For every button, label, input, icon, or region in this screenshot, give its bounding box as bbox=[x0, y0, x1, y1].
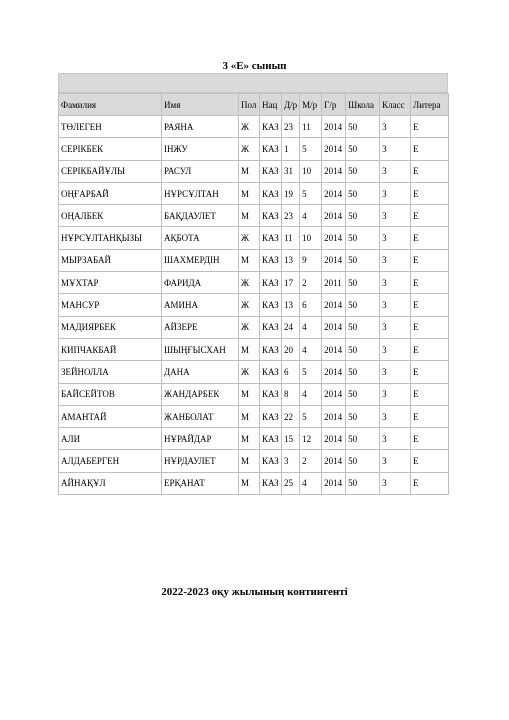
table-cell: М bbox=[239, 450, 260, 472]
table-row bbox=[59, 405, 449, 427]
table-cell: КИПЧАКБАЙ bbox=[59, 338, 162, 360]
table-cell: КАЗ bbox=[260, 272, 282, 294]
column-header: Фамилия bbox=[59, 94, 162, 116]
table-cell: ЖАНБОЛАТ bbox=[162, 405, 239, 427]
table-row bbox=[59, 428, 449, 450]
table-cell: БАЙСЕЙТОВ bbox=[59, 383, 162, 405]
table-cell: М bbox=[239, 160, 260, 182]
table-cell: АМАНТАЙ bbox=[59, 405, 162, 427]
table-cell: 4 bbox=[300, 338, 322, 360]
table-cell: ШАХМЕРДІН bbox=[162, 249, 239, 271]
table-row bbox=[59, 472, 449, 494]
column-header: Д/р bbox=[282, 94, 300, 116]
table-cell: ОҢАЛБЕК bbox=[59, 205, 162, 227]
table-cell: СЕРІКБАЙҰЛЫ bbox=[59, 160, 162, 182]
table-row bbox=[59, 294, 449, 316]
table-row bbox=[59, 138, 449, 160]
table-cell: М bbox=[239, 472, 260, 494]
column-header: Пол bbox=[239, 94, 260, 116]
table-cell: 3 bbox=[380, 160, 411, 182]
table-cell: Е bbox=[411, 205, 449, 227]
table-cell: Е bbox=[411, 249, 449, 271]
table-cell: КАЗ bbox=[260, 205, 282, 227]
table-cell: ДАНА bbox=[162, 361, 239, 383]
page-title: 3 «Е» сынып bbox=[222, 60, 287, 72]
table-cell: АЛИ bbox=[59, 428, 162, 450]
table-cell: 1 bbox=[282, 138, 300, 160]
table-cell: 50 bbox=[346, 338, 380, 360]
table-cell: КАЗ bbox=[260, 405, 282, 427]
table-cell: 5 bbox=[300, 182, 322, 204]
column-header: Нац bbox=[260, 94, 282, 116]
table-cell: БАҚДАУЛЕТ bbox=[162, 205, 239, 227]
table-cell: 23 bbox=[282, 116, 300, 138]
table-cell: КАЗ bbox=[260, 338, 282, 360]
column-header: М/р bbox=[300, 94, 322, 116]
table-cell: АҚБОТА bbox=[162, 227, 239, 249]
table-cell: 50 bbox=[346, 361, 380, 383]
table-cell: 11 bbox=[300, 116, 322, 138]
table-cell: 50 bbox=[346, 205, 380, 227]
column-header: Литера bbox=[411, 94, 449, 116]
table-cell: 2014 bbox=[322, 205, 346, 227]
table-cell: 2014 bbox=[322, 383, 346, 405]
table-cell: 2014 bbox=[322, 428, 346, 450]
table-cell: 3 bbox=[380, 472, 411, 494]
table-cell: 2014 bbox=[322, 116, 346, 138]
student-table-container bbox=[58, 73, 449, 495]
column-header: Г/р bbox=[322, 94, 346, 116]
table-cell: 13 bbox=[282, 249, 300, 271]
table-cell: КАЗ bbox=[260, 428, 282, 450]
table-cell: 50 bbox=[346, 294, 380, 316]
table-cell: КАЗ bbox=[260, 249, 282, 271]
table-cell: СЕРІКБЕК bbox=[59, 138, 162, 160]
table-cell: 19 bbox=[282, 182, 300, 204]
table-cell: 3 bbox=[380, 227, 411, 249]
table-cell: М bbox=[239, 205, 260, 227]
table-cell: ЕРҚАНАТ bbox=[162, 472, 239, 494]
table-cell: Е bbox=[411, 272, 449, 294]
table-cell: 50 bbox=[346, 272, 380, 294]
table-cell: 4 bbox=[300, 205, 322, 227]
table-cell: 50 bbox=[346, 116, 380, 138]
table-cell: ІНЖУ bbox=[162, 138, 239, 160]
table-cell: М bbox=[239, 383, 260, 405]
table-cell: Е bbox=[411, 294, 449, 316]
table-cell: ОҢҒАРБАЙ bbox=[59, 182, 162, 204]
table-cell: 31 bbox=[282, 160, 300, 182]
table-cell: 2014 bbox=[322, 316, 346, 338]
table-cell: 5 bbox=[300, 361, 322, 383]
table-cell: АЛДАБЕРГЕН bbox=[59, 450, 162, 472]
table-cell: 2014 bbox=[322, 160, 346, 182]
table-row bbox=[59, 227, 449, 249]
table-cell: 3 bbox=[380, 205, 411, 227]
table-row bbox=[59, 361, 449, 383]
table-cell: НҰРАЙДАР bbox=[162, 428, 239, 450]
table-cell: 3 bbox=[380, 116, 411, 138]
table-cell: Ж bbox=[239, 138, 260, 160]
table-row bbox=[59, 205, 449, 227]
table-top-bar bbox=[58, 73, 448, 93]
table-cell: 2014 bbox=[322, 405, 346, 427]
table-cell: 50 bbox=[346, 450, 380, 472]
table-cell: 50 bbox=[346, 138, 380, 160]
table-cell: МЫРЗАБАЙ bbox=[59, 249, 162, 271]
table-cell: 15 bbox=[282, 428, 300, 450]
table-row bbox=[59, 249, 449, 271]
table-cell: НҰРСҰЛТАН bbox=[162, 182, 239, 204]
table-cell: 3 bbox=[380, 405, 411, 427]
table-cell: 50 bbox=[346, 160, 380, 182]
table-cell: РАЯНА bbox=[162, 116, 239, 138]
table-cell: М bbox=[239, 182, 260, 204]
table-cell: 9 bbox=[300, 249, 322, 271]
table-cell: 50 bbox=[346, 383, 380, 405]
column-header: Школа bbox=[346, 94, 380, 116]
table-cell: 3 bbox=[380, 338, 411, 360]
table-cell: Е bbox=[411, 182, 449, 204]
table-cell: 5 bbox=[300, 138, 322, 160]
table-row bbox=[59, 182, 449, 204]
table-cell: 8 bbox=[282, 383, 300, 405]
table-cell: Е bbox=[411, 450, 449, 472]
table-cell: МАНСУР bbox=[59, 294, 162, 316]
table-cell: МҰХТАР bbox=[59, 272, 162, 294]
table-cell: 3 bbox=[380, 450, 411, 472]
table-cell: 50 bbox=[346, 316, 380, 338]
table-cell: М bbox=[239, 338, 260, 360]
table-cell: ЖАНДАРБЕК bbox=[162, 383, 239, 405]
table-cell: 4 bbox=[300, 383, 322, 405]
table-cell: 12 bbox=[300, 428, 322, 450]
table-cell: 50 bbox=[346, 227, 380, 249]
table-cell: КАЗ bbox=[260, 361, 282, 383]
table-cell: 3 bbox=[380, 272, 411, 294]
table-cell: 3 bbox=[380, 249, 411, 271]
table-cell: РАСУЛ bbox=[162, 160, 239, 182]
table-cell: 2 bbox=[300, 450, 322, 472]
table-cell: М bbox=[239, 428, 260, 450]
table-cell: 11 bbox=[282, 227, 300, 249]
table-cell: 25 bbox=[282, 472, 300, 494]
table-row bbox=[59, 272, 449, 294]
table-cell: 20 bbox=[282, 338, 300, 360]
table-cell: Е bbox=[411, 116, 449, 138]
table-cell: 3 bbox=[380, 428, 411, 450]
student-table bbox=[58, 93, 449, 495]
table-cell: Ж bbox=[239, 272, 260, 294]
table-cell: 4 bbox=[300, 316, 322, 338]
table-cell: 22 bbox=[282, 405, 300, 427]
table-cell: 2014 bbox=[322, 450, 346, 472]
table-cell: 50 bbox=[346, 428, 380, 450]
table-cell: Е bbox=[411, 316, 449, 338]
table-cell: Е bbox=[411, 361, 449, 383]
table-row bbox=[59, 160, 449, 182]
table-cell: 3 bbox=[380, 383, 411, 405]
table-cell: КАЗ bbox=[260, 316, 282, 338]
table-cell: КАЗ bbox=[260, 294, 282, 316]
table-cell: 2014 bbox=[322, 138, 346, 160]
table-cell: 2014 bbox=[322, 472, 346, 494]
table-cell: 2 bbox=[300, 272, 322, 294]
table-row bbox=[59, 338, 449, 360]
footer-title: 2022-2023 оқу жылының контингенті bbox=[161, 586, 348, 598]
table-cell: КАЗ bbox=[260, 116, 282, 138]
table-cell: 50 bbox=[346, 472, 380, 494]
table-cell: 3 bbox=[380, 361, 411, 383]
table-cell: КАЗ bbox=[260, 138, 282, 160]
table-cell: Е bbox=[411, 160, 449, 182]
table-cell: 50 bbox=[346, 182, 380, 204]
table-cell: Ж bbox=[239, 294, 260, 316]
table-cell: 2014 bbox=[322, 182, 346, 204]
table-cell: НҰРСҰЛТАНҚЫЗЫ bbox=[59, 227, 162, 249]
table-cell: 2014 bbox=[322, 294, 346, 316]
table-cell: 24 bbox=[282, 316, 300, 338]
table-cell: 4 bbox=[300, 472, 322, 494]
table-cell: Е bbox=[411, 405, 449, 427]
table-cell: Ж bbox=[239, 316, 260, 338]
table-header-row bbox=[59, 94, 449, 116]
table-cell: 23 bbox=[282, 205, 300, 227]
table-cell: ФАРИДА bbox=[162, 272, 239, 294]
table-cell: КАЗ bbox=[260, 227, 282, 249]
table-cell: 6 bbox=[300, 294, 322, 316]
table-cell: Ж bbox=[239, 227, 260, 249]
table-cell: 2014 bbox=[322, 361, 346, 383]
table-cell: КАЗ bbox=[260, 182, 282, 204]
table-cell: КАЗ bbox=[260, 472, 282, 494]
table-cell: 2014 bbox=[322, 249, 346, 271]
table-cell: Ж bbox=[239, 361, 260, 383]
table-cell: 10 bbox=[300, 227, 322, 249]
table-cell: Е bbox=[411, 472, 449, 494]
table-cell: ЗЕЙНОЛЛА bbox=[59, 361, 162, 383]
table-cell: КАЗ bbox=[260, 160, 282, 182]
table-cell: 3 bbox=[282, 450, 300, 472]
table-cell: 2011 bbox=[322, 272, 346, 294]
column-header: Класс bbox=[380, 94, 411, 116]
table-row bbox=[59, 450, 449, 472]
column-header: Имя bbox=[162, 94, 239, 116]
table-cell: АЙЗЕРЕ bbox=[162, 316, 239, 338]
table-cell: КАЗ bbox=[260, 383, 282, 405]
table-cell: АМИНА bbox=[162, 294, 239, 316]
table-cell: Е bbox=[411, 383, 449, 405]
table-cell: 3 bbox=[380, 294, 411, 316]
table-cell: 17 bbox=[282, 272, 300, 294]
table-row bbox=[59, 383, 449, 405]
table-cell: КАЗ bbox=[260, 450, 282, 472]
table-cell: Ж bbox=[239, 116, 260, 138]
table-cell: НҰРДАУЛЕТ bbox=[162, 450, 239, 472]
table-cell: 50 bbox=[346, 405, 380, 427]
table-cell: 13 bbox=[282, 294, 300, 316]
table-cell: Е bbox=[411, 338, 449, 360]
table-cell: 6 bbox=[282, 361, 300, 383]
table-cell: 3 bbox=[380, 316, 411, 338]
table-cell: 50 bbox=[346, 249, 380, 271]
table-cell: 10 bbox=[300, 160, 322, 182]
table-row bbox=[59, 116, 449, 138]
table-cell: АЙНАҚҰЛ bbox=[59, 472, 162, 494]
table-cell: 3 bbox=[380, 138, 411, 160]
table-row bbox=[59, 316, 449, 338]
table-cell: 2014 bbox=[322, 227, 346, 249]
table-cell: 2014 bbox=[322, 338, 346, 360]
table-cell: Е bbox=[411, 227, 449, 249]
table-cell: М bbox=[239, 249, 260, 271]
table-cell: Е bbox=[411, 138, 449, 160]
table-cell: МАДИЯРБЕК bbox=[59, 316, 162, 338]
table-cell: 3 bbox=[380, 182, 411, 204]
table-cell: Е bbox=[411, 428, 449, 450]
table-cell: 5 bbox=[300, 405, 322, 427]
table-cell: ТӨЛЕГЕН bbox=[59, 116, 162, 138]
table-cell: ШЫҢҒЫСХАН bbox=[162, 338, 239, 360]
table-cell: М bbox=[239, 405, 260, 427]
